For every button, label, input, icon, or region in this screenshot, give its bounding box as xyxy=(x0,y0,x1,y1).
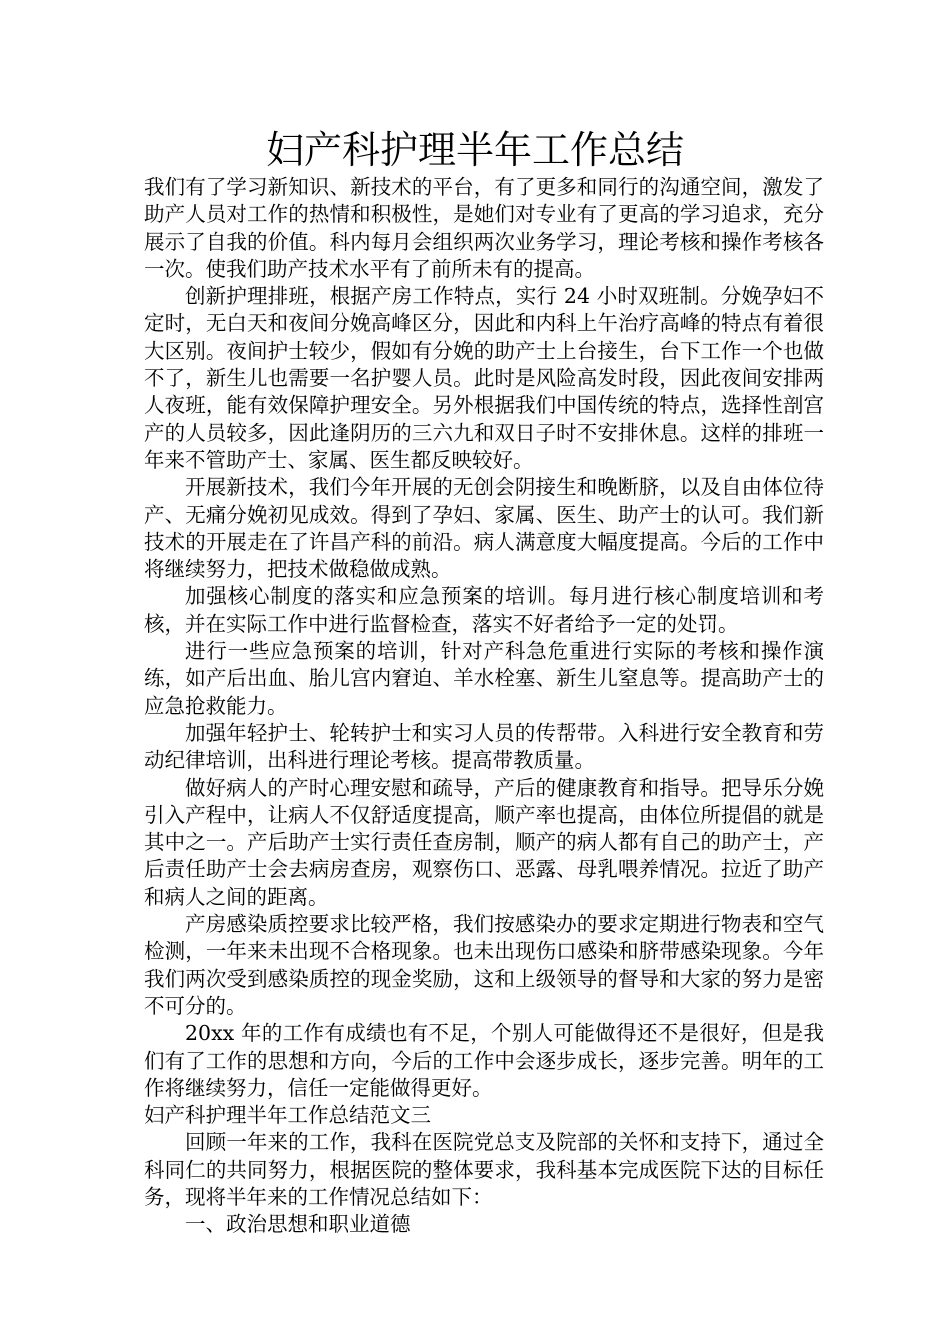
paragraph: 20xx 年的工作有成绩也有不足，个别人可能做得还不是很好，但是我们有了工作的思想和方向，今后的工作中会逐步成长，逐步完善。明年的工作将继续努力，信任一定能做得更好。 xyxy=(144,1021,824,1100)
document-body xyxy=(144,174,824,1239)
paragraph: 开展新技术，我们今年开展的无创会阴接生和晚断脐，以及自由体位待产、无痛分娩初见成效。得到了孕妇、家属、医生、助产士的认可。我们新技术的开展走在了许昌产科的前沿。病人满意度大幅度提高。今后的工作中将继续努力，把技术做稳做成熟。 xyxy=(144,475,824,582)
paragraph: 产房感染质控要求比较严格，我们按感染办的要求定期进行物表和空气检测，一年来未出现不合格现象。也未出现伤口感染和脐带感染现象。今年我们两次受到感染质控的现金奖励，这和上级领导的督导和大家的努力是密不可分的。 xyxy=(144,912,824,1018)
subsection-heading: 一、政治思想和职业道德 xyxy=(185,1212,411,1237)
paragraph: 做好病人的产时心理安慰和疏导，产后的健康教育和指导。把导乐分娩引入产程中，让病人不仅舒适度提高，顺产率也提高，由体位所提倡的就是其中之一。产后助产士实行责任查房制，顺产的病人都有自己的助产士，产后责任助产士会去病房查房，观察伤口、恶露、母乳喂养情况。拉近了助产和病人之间的距离。 xyxy=(144,775,824,909)
section-heading: 妇产科护理半年工作总结范文三 xyxy=(144,1103,431,1128)
paragraph: 加强年轻护士、轮转护士和实习人员的传帮带。入科进行安全教育和劳动纪律培训，出科进行理论考核。提高带教质量。 xyxy=(144,720,824,773)
paragraph: 加强核心制度的落实和应急预案的培训。每月进行核心制度培训和考核，并在实际工作中进行监督检查，落实不好者给予一定的处罚。 xyxy=(144,584,824,636)
paragraph: 我们有了学习新知识、新技术的平台，有了更多和同行的沟通空间，激发了助产人员对工作的热情和积极性，是她们对专业有了更高的学习追求，充分展示了自我的价值。科内每月会组织两次业务学习，理论考核和操作考核各一次。使我们助产技术水平有了前所未有的提高。 xyxy=(144,175,824,281)
paragraph: 进行一些应急预案的培训，针对产科急危重进行实际的考核和操作演练，如产后出血、胎儿宫内窘迫、羊水栓塞、新生儿窒息等。提高助产士的应急抢救能力。 xyxy=(144,639,824,718)
paragraph: 创新护理排班，根据产房工作特点，实行 24 小时双班制。分娩孕妇不定时，无白天和夜间分娩高峰区分，因此和内科上午治疗高峰的特点有着很大区别。夜间护士较少，假如有分娩的助产士上台接生，台下工作一个也做不了，新生儿也需要一名护婴人员。此时是风险高发时段，因此夜间安排两人夜班，能有效保障护理安全。另外根据我们中国传统的特点，选择性剖宫产的人员较多，因此逢阴历的三六九和双日子时不安排休息。这样的排班一年来不管助产士、家属、医生都反映较好。 xyxy=(144,284,824,472)
document-title: 妇产科护理半年工作总结 xyxy=(265,128,684,172)
paragraph: 回顾一年来的工作，我科在医院党总支及院部的关怀和支持下，通过全科同仁的共同努力，根据医院的整体要求，我科基本完成医院下达的目标任务，现将半年来的工作情况总结如下： xyxy=(144,1130,824,1209)
